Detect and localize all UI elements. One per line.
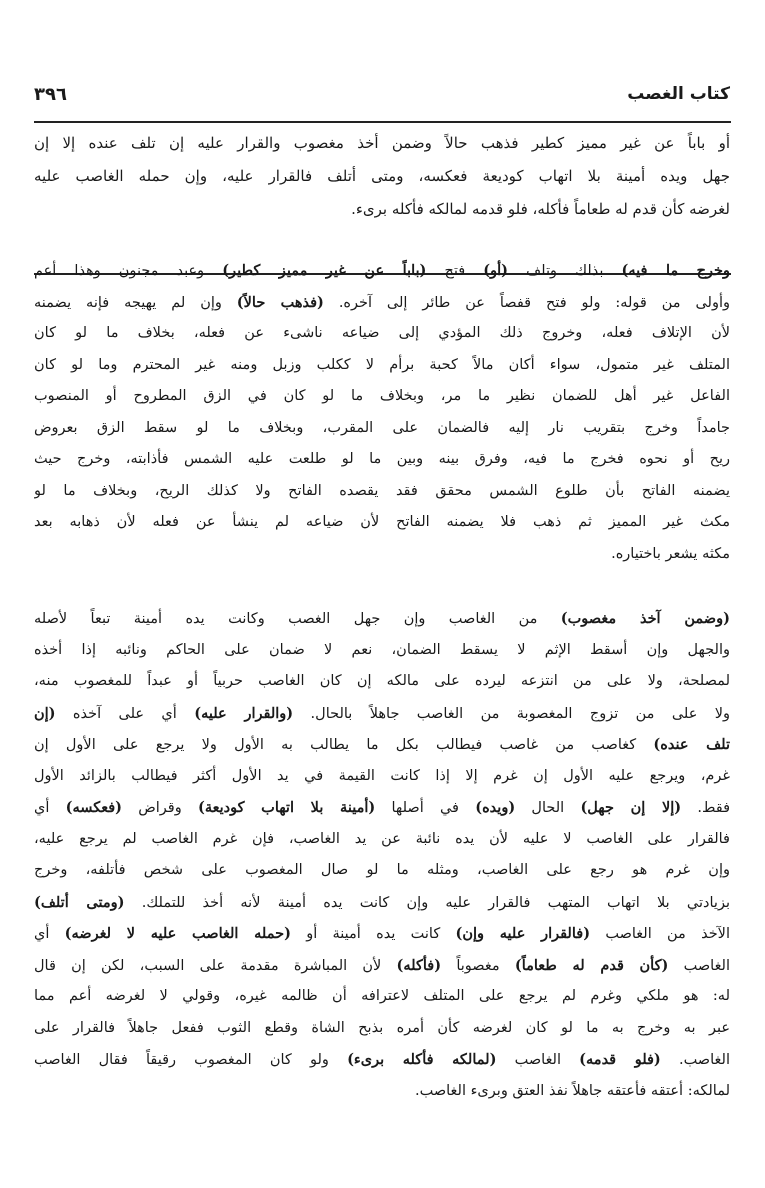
bold-quote: (فلو قدمه): [579, 1051, 661, 1068]
running-title: كتاب الغصب: [627, 84, 730, 104]
page-number: ٣٩٦: [34, 84, 67, 105]
text-run: وأولى من قوله: ولو فتح قفصاً عن طائر إلى آخره.: [323, 294, 730, 311]
bold-quote: (إن: [34, 704, 56, 722]
bold-quote: (فالقرار عليه وإن): [455, 925, 591, 942]
commentary-line: [34, 981, 730, 1013]
commentary-line: [34, 1013, 730, 1045]
commentary-line: [34, 635, 730, 667]
text-run: الغاصب.: [660, 1052, 730, 1068]
text-run: غرم، ويرجع عليه الأول إن غرم إلا إذا كانت القيمة في يد الأول أكثر فيطالب بالزائد الأول: [34, 767, 730, 784]
commentary-line: [34, 698, 730, 730]
bold-quote: (لمالكه فأكله برىء): [347, 1051, 497, 1068]
commentary-line: [34, 666, 730, 698]
commentary-line: [34, 255, 730, 287]
text-run: فقط.: [681, 800, 730, 816]
text-run: الآخذ من الغاصب: [590, 926, 730, 942]
bold-quote: وخرج ما فيه): [621, 262, 730, 279]
main-text-line: لغرضه كأن قدم له طعاماً فأكله، فلو قدمه لمالكه فأكله برىء.: [351, 200, 730, 218]
bold-quote: (أمينة بلا اتهاب كوديعة): [197, 799, 376, 816]
text-run: ريح أو نحوه فخرج ما فيه، وفرق بينه وبين ما لو طلعت عليه الشمس فأذابته، وخرج حيث: [34, 451, 730, 467]
bold-quote: (حمله الغاصب عليه لا لغرضه): [64, 925, 291, 942]
bold-quote: (باباً عن غير مميز كطير): [222, 262, 427, 279]
text-run: عبر به وخرج به ما لو كان لغرضه كأن أمره بذبح الشاة وقطع الثوب ففعل جاهلاً فالقرار على: [34, 1019, 730, 1036]
text-run: لأن الإتلاف فعله، وخروج ذلك المؤدي إلى ضياعه ناشىء عن فعله، بخلاف ما لو كان: [34, 325, 730, 341]
page-header: [34, 84, 730, 118]
commentary-line: [34, 792, 730, 824]
bold-quote: (فذهب حالاً): [236, 293, 324, 311]
text-run: لأن المباشرة مقدمة على السبب، لكن إن قال: [34, 957, 397, 974]
text-run: أي: [34, 800, 66, 816]
text-run: مغصوباً: [441, 957, 515, 974]
commentary-line: [34, 287, 730, 319]
text-run: المتلف غير متمول، سواء أكان مالاً كحبة برأم لا ككلب وزبل ومنه غير المحترم وما لو كان: [34, 356, 730, 373]
header-divider: [34, 121, 731, 123]
commentary-line: [34, 318, 730, 350]
text-run: مكث غير المميز ثم ذهب فلا يضمنه الفاتح لأن ضياعه لم ينشأ عن فعله لأن ذهابه بعد: [34, 514, 730, 530]
commentary-line: [34, 381, 730, 413]
bold-quote: (أو): [483, 262, 509, 279]
main-text-line: جهل ويده أمينة بلا اتهاب كوديعة فعكسه، ومتى أتلف فالقرار عليه، وإن حمله الغاصب عليه: [34, 167, 730, 185]
commentary-line: [34, 855, 730, 887]
commentary-line: [34, 761, 730, 793]
text-run: الحال: [515, 800, 581, 816]
commentary-line: [34, 950, 730, 982]
text-run: له: هو ملكي وغرم لم يرجع على المتلف لاعترافه أن ظالمه غيره، وقولي لا لغرضه أعم مما: [34, 988, 730, 1004]
commentary-line: [34, 444, 730, 476]
text-run: في أصلها: [375, 800, 476, 816]
bold-quote: (وضمن آخذ مغصوب): [560, 610, 730, 627]
bold-quote: (ويده): [475, 799, 516, 816]
commentary-line: [34, 603, 730, 635]
text-run: بزيادتي بلا اتهاب المتهب فالقرار عليه وإن كانت يده أمينة لأنه أخذ للتملك.: [124, 894, 730, 911]
text-run: كغاصب من غاصب فيطالب بكل ما يطالب به الأول ولا يرجع على الأول إن: [34, 737, 654, 753]
text-run: أي: [34, 926, 65, 942]
text-run: الغاصب: [496, 1052, 580, 1068]
text-run: بذلك وتلف: [508, 263, 622, 279]
commentary-line: [34, 887, 730, 919]
commentary-line: [34, 729, 730, 761]
main-text: [34, 127, 730, 226]
text-run: وإن غرم هو رجع على الغاصب، ومثله ما لو صال المغصوب على شخص فأتلفه، وخرج: [34, 862, 730, 878]
bold-quote: (فأكله): [396, 956, 442, 974]
text-run: فتح: [426, 263, 484, 279]
bold-quote: (والقرار عليه): [194, 704, 294, 722]
text-run: ولا على من تزوج المغصوبة من الغاصب جاهلاً بالحال.: [293, 705, 730, 722]
commentary-line: [34, 1044, 730, 1076]
commentary-line: [34, 476, 730, 508]
text-run: وإن لم يهيجه فإنه يضمنه: [34, 294, 237, 311]
bold-quote: تلف عنده): [653, 736, 730, 753]
text-run: يضمنه الفاتح بأن طلوع الشمس محقق فقد يقصده الفاتح ولا كذلك الريح، وبخلاف ما لو: [34, 482, 730, 499]
text-run: فالقرار على الغاصب لا عليه لأن يده نائبة عن يد الغاصب، فإن غرم الغاصب لم يرجع عليه،: [34, 830, 730, 847]
main-text-line: أو باباً عن غير مميز كطير فذهب حالاً وضمن أخذ مغصوب والقرار عليه إن تلف عنده إلا إن: [34, 134, 730, 152]
commentary-line: [34, 1076, 730, 1108]
bold-quote: (كأن قدم له طعاماً): [514, 956, 669, 974]
text-run: وقراض: [122, 800, 198, 816]
text-run: جامداً وخرج بتقريب نار إليه فالضمان على المقرب، وبخلاف ما لو سقط الزق بعروض: [34, 419, 730, 436]
text-run: أي على آخذه: [55, 705, 195, 722]
commentary-line: [34, 539, 730, 571]
commentary-line: [34, 507, 730, 539]
commentary-line: [34, 824, 730, 856]
text-run: لمالكه: أعتقه فأعتقه جاهلاً نفذ العتق وبرىء الغاصب.: [414, 1082, 730, 1099]
text-run: وعبد مجنون وهذا أعم: [34, 263, 223, 279]
commentary-block-1: [34, 255, 730, 570]
bold-quote: (إلا إن جهل): [580, 799, 682, 816]
commentary-line: [34, 413, 730, 445]
text-run: الفاعل غير أهل للضمان نظير ما مر، وبخلاف ما لو كان في الزق المطروح أو المنصوب: [34, 388, 730, 404]
text-run: لمصلحة، ولا على من انتزعه ليرده على مالكه إن كان الغاصب حربياً أو عبداً للمغصوب منه،: [34, 673, 730, 689]
commentary-line: [34, 918, 730, 950]
text-run: الغاصب: [668, 957, 730, 974]
bold-quote: (ومتى أتلف): [34, 893, 125, 911]
commentary-block-2: [34, 603, 730, 1107]
text-run: ولو كان المغصوب رقيقاً فقال الغاصب: [34, 1052, 348, 1068]
text-run: من الغاصب وإن جهل الغصب وكانت يده أمينة تبعاً لأصله: [34, 611, 561, 627]
bold-quote: (فعكسه): [65, 799, 122, 816]
text-run: مكثه يشعر باختياره.: [611, 545, 730, 562]
commentary-line: [34, 350, 730, 382]
text-run: كانت يده أمينة أو: [290, 926, 456, 942]
text-run: والجهل وإن أسقط الإثم لا يسقط الضمان، نعم لا ضمان على الحاكم ونائبه إذا أخذه: [34, 641, 730, 658]
